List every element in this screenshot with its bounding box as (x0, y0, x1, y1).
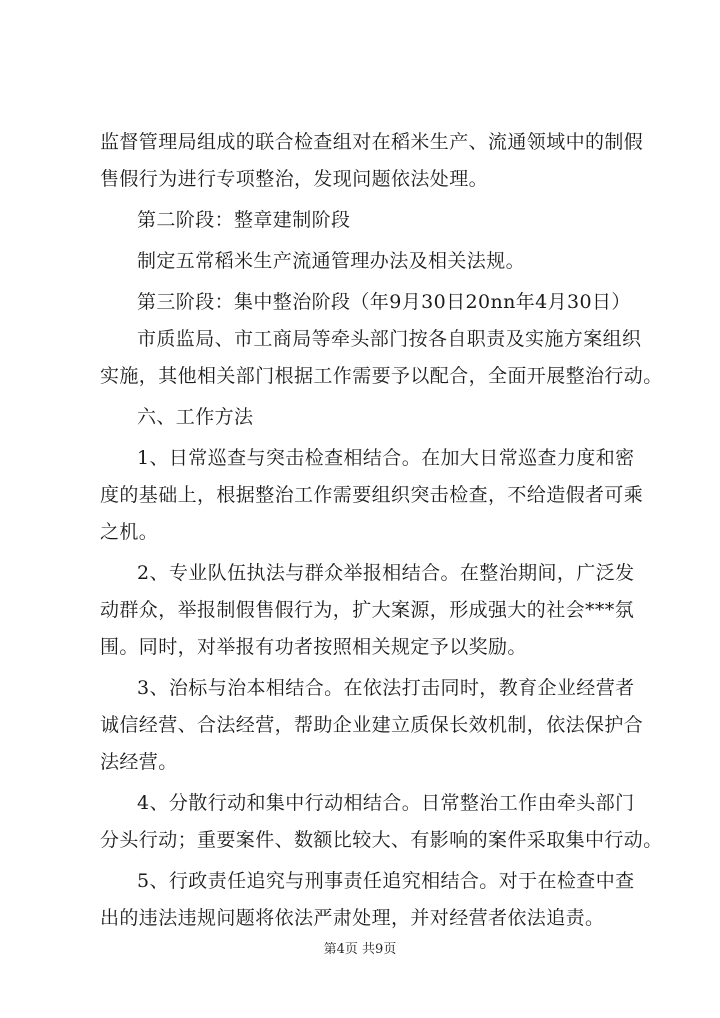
body-line: 制定五常稻米生产流通管理办法及相关法规。 (137, 250, 526, 272)
stage-heading: 第三阶段：集中整治阶段（年9月30日20nn年4月30日） (137, 291, 631, 313)
body-line: 市质监局、市工商局等牵头部门按各自职责及实施方案组织 (137, 328, 642, 350)
document-body (100, 124, 663, 937)
body-line: 度的基础上，根据整治工作需要组织突击检查，不给造假者可乘 (100, 484, 644, 506)
body-line: 1、日常巡查与突击检查相结合。在加大日常巡查力度和密 (137, 447, 635, 469)
body-line: 出的违法违规问题将依法严肃处理，并对经营者依法追责。 (100, 907, 605, 929)
body-line: 分头行动；重要案件、数额比较大、有影响的案件采取集中行动。 (100, 829, 663, 851)
stage-heading: 第二阶段：整章建制阶段 (137, 209, 351, 231)
page-number: 第4页 共9页 (323, 942, 397, 957)
body-line: 围。同时，对举报有功者按照相关规定予以奖励。 (100, 636, 527, 658)
body-line: 售假行为进行专项整治，发现问题依法处理。 (100, 168, 489, 190)
body-line: 诚信经营、合法经营，帮助企业建立质保长效机制，依法保护合 (100, 714, 644, 736)
body-line: 3、治标与治本相结合。在依法打击同时，教育企业经营者 (137, 677, 635, 699)
body-line: 2、专业队伍执法与群众举报相结合。在整治期间，广泛发 (137, 562, 635, 584)
body-line: 实施，其他相关部门根据工作需要予以配合，全面开展整治行动。 (100, 365, 663, 387)
body-line: 4、分散行动和集中行动相结合。日常整治工作由牵头部门 (137, 792, 635, 814)
body-line: 动群众，举报制假售假行为，扩大案源，形成强大的社会***氛 (100, 599, 635, 621)
body-line: 监督管理局组成的联合检查组对在稻米生产、流通领域中的制假 (100, 131, 644, 153)
body-line: 5、行政责任追究与刑事责任追究相结合。对于在检查中查 (137, 870, 635, 892)
section-heading: 六、工作方法 (137, 406, 254, 428)
body-line: 之机。 (100, 521, 159, 543)
body-line: 法经营。 (100, 751, 178, 773)
